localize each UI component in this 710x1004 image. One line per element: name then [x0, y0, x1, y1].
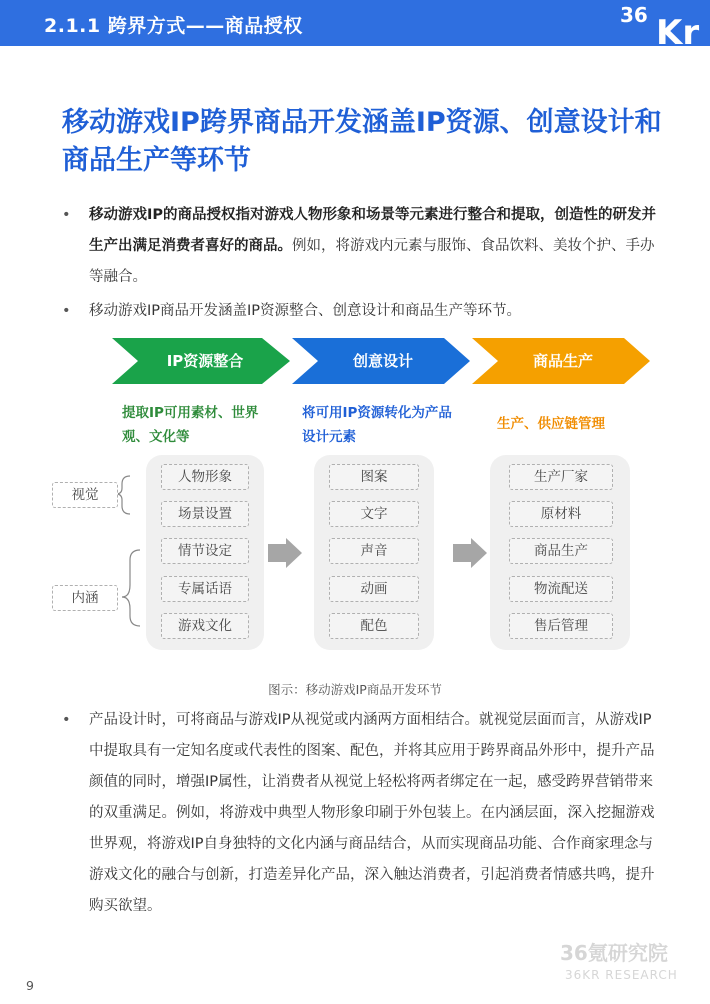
- production-item: 物流配送: [509, 576, 613, 602]
- production-item: 售后管理: [509, 613, 613, 639]
- bullet-dot: •: [62, 207, 71, 223]
- bullet-dot: •: [62, 712, 71, 728]
- stage-label-3: 商品生产: [532, 352, 593, 370]
- stage-label-2: 创意设计: [352, 352, 413, 370]
- page-number: 9: [26, 978, 34, 993]
- production-item: 原材料: [509, 501, 613, 527]
- side-label-content: 内涵: [52, 585, 118, 611]
- resource-item: 场景设置: [161, 501, 249, 527]
- page-title: 移动游戏IP跨界商品开发涵盖IP资源、创意设计和商品生产等环节: [62, 107, 662, 176]
- watermark-logo: 36氪研究院: [560, 941, 668, 965]
- bullet-item: [62, 705, 662, 922]
- resource-item: 专属话语: [161, 576, 249, 602]
- production-item: 生产厂家: [509, 464, 613, 490]
- flow-arrow-1: [268, 538, 302, 568]
- resource-item: 情节设定: [161, 538, 249, 564]
- design-item: 配色: [329, 613, 419, 639]
- resource-item: 人物形象: [161, 464, 249, 490]
- section-title: 2.1.1 跨界方式——商品授权: [44, 15, 303, 37]
- bracket-content: [122, 550, 140, 626]
- figure-caption: 图示：移动游戏IP商品开发环节: [268, 682, 442, 697]
- bullet-bold-text: 移动游戏IP的商品授权指对游戏人物形象和场景等元素进行整合和提取，创造性的研发并生产出满足消费者喜好的商品。: [89, 207, 657, 254]
- design-item: 声音: [329, 538, 419, 564]
- design-item: 文字: [329, 501, 419, 527]
- stage-desc-2: 将可用IP资源转化为产品设计元素: [302, 405, 452, 445]
- bullet-text: 产品设计时，可将商品与游戏IP从视觉或内涵两方面相结合。就视觉层面而言，从游戏IP中提取具有一定知名度或代表性的图案、配色，并将其应用于跨界商品外形中，提升产品颜值的同时，增强IP属性，让消费者从视觉上轻松将两者绑定在一起，感受跨界营销带来的双重满足。例如，将游戏中典型人物形象印刷于外包装上。在内涵层面，深入挖掘游戏世界观，将游戏IP自身独特的文化内涵与商品结合，从而实现商品功能、合作商家理念与游戏文化的融合与创新，打造差异化产品，深入触达消费者，引起消费者情感共鸣，提升购买欲望。: [89, 712, 655, 914]
- svg-text:36: 36: [620, 3, 648, 27]
- stage-desc-3: 生产、供应链管理: [497, 416, 605, 432]
- flow-arrow-2: [453, 538, 487, 568]
- production-item: 商品生产: [509, 538, 613, 564]
- bullet-dot: •: [62, 303, 71, 319]
- bullet-normal-text: 例如，将游戏内元素与服饰、食品饮料、美妆个护、手办等融合。: [89, 238, 655, 285]
- design-item: 动画: [329, 576, 419, 602]
- bullet-text: 移动游戏IP商品开发涵盖IP资源整合、创意设计和商品生产等环节。: [89, 303, 522, 319]
- resource-item: 游戏文化: [161, 613, 249, 639]
- stage-desc-1: 提取IP可用素材、世界观、文化等: [122, 405, 259, 445]
- bracket-visual: [116, 476, 130, 514]
- design-item: 图案: [329, 464, 419, 490]
- watermark-subtitle: 36KR RESEARCH: [565, 968, 678, 982]
- stage-label-1: IP资源整合: [166, 352, 244, 370]
- svg-text:Kr: Kr: [656, 13, 700, 46]
- side-label-visual: 视觉: [52, 482, 118, 508]
